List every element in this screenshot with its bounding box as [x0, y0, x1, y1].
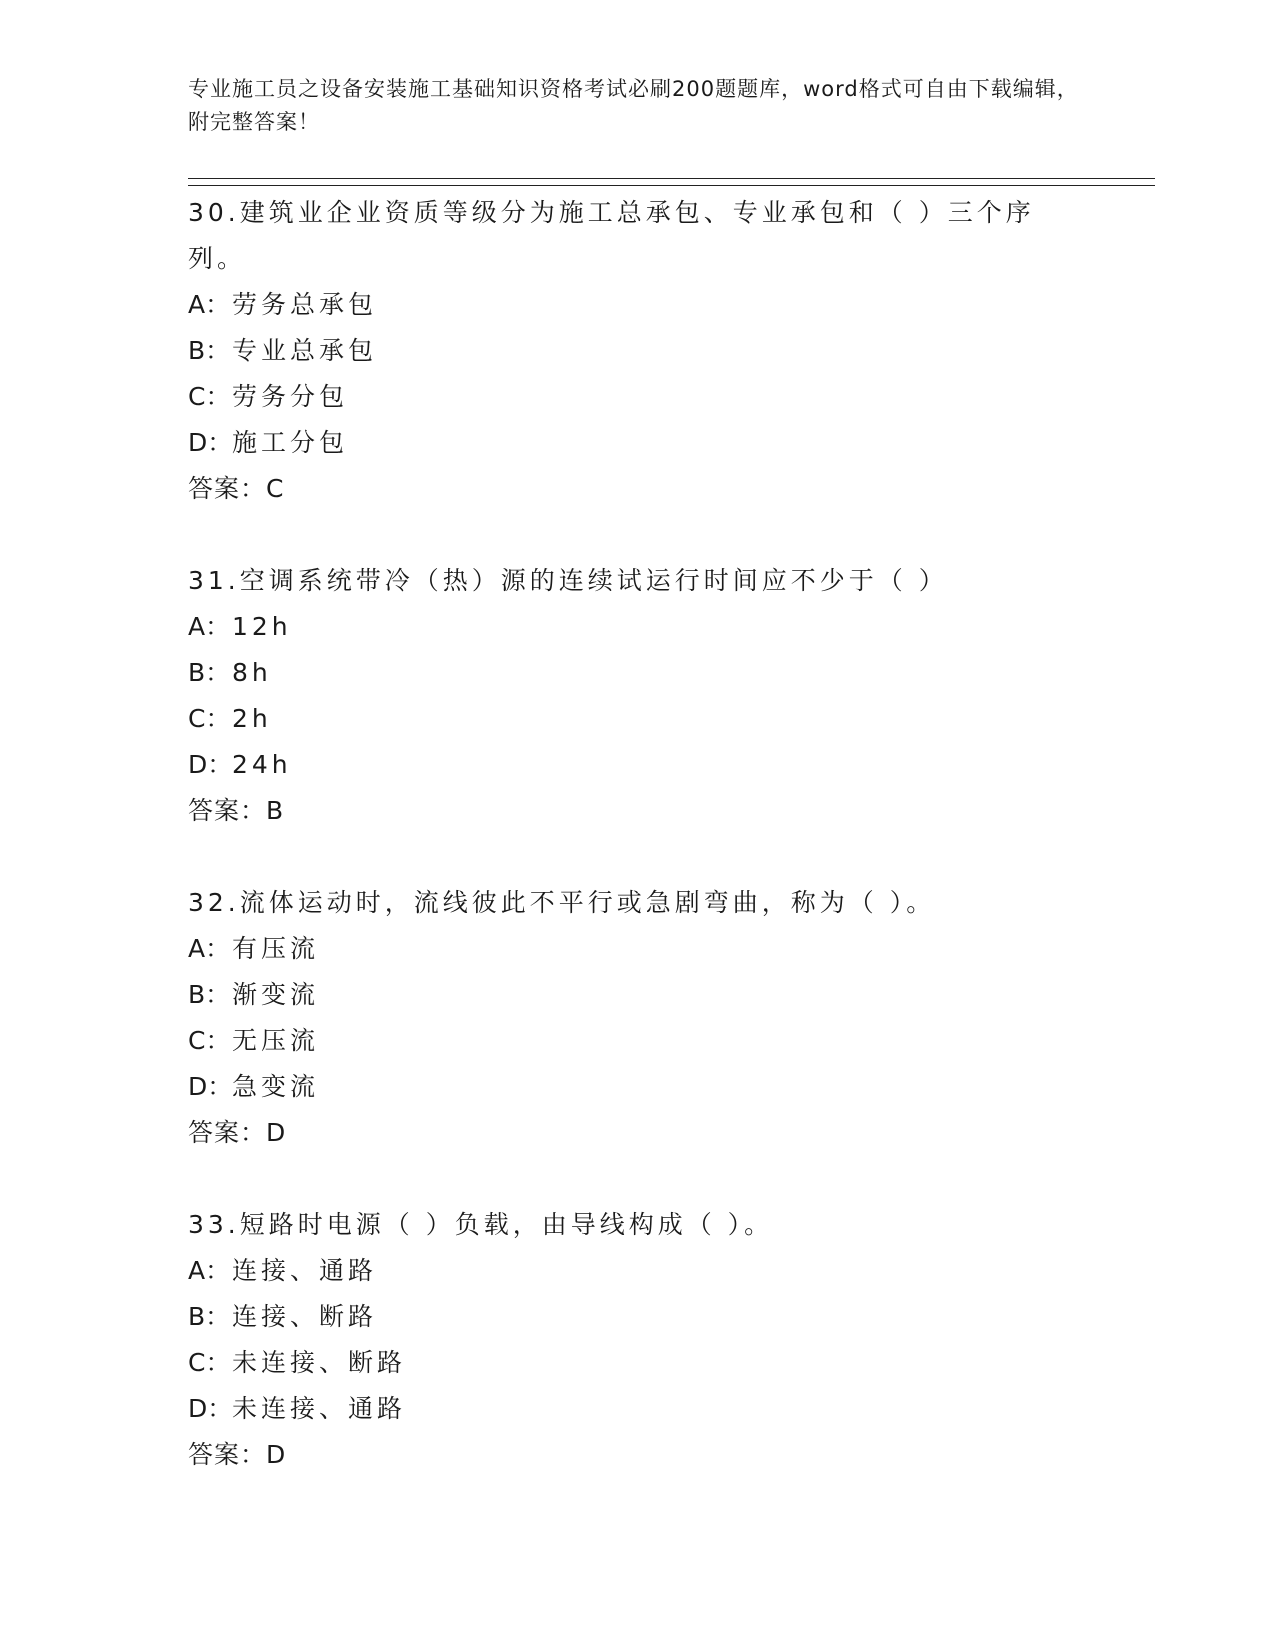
option-key: A：	[188, 1256, 231, 1285]
question-list	[188, 190, 1168, 1524]
question-block	[188, 1202, 1168, 1478]
option-key: D：	[188, 428, 233, 457]
option-text: 劳务分包	[232, 382, 349, 411]
option-d	[188, 1064, 1168, 1110]
option-text: 劳务总承包	[232, 290, 378, 319]
option-text: 连接、通路	[232, 1256, 378, 1285]
answer-line: 答案：D	[188, 1440, 287, 1469]
question-stem: 31.空调系统带冷（热）源的连续试运行时间应不少于（ ）	[188, 566, 948, 595]
option-b	[188, 328, 1168, 374]
option-b	[188, 650, 1168, 696]
option-a	[188, 282, 1168, 328]
option-d	[188, 742, 1168, 788]
option-text: 渐变流	[232, 980, 320, 1009]
option-key: C：	[188, 1026, 231, 1055]
option-key: C：	[188, 1348, 231, 1377]
option-d	[188, 1386, 1168, 1432]
option-key: D：	[188, 1394, 233, 1423]
header-divider	[188, 178, 1155, 186]
option-c	[188, 1018, 1168, 1064]
option-key: B：	[188, 1302, 231, 1331]
option-key: D：	[188, 750, 233, 779]
option-text: 未连接、断路	[232, 1348, 407, 1377]
option-text: 连接、断路	[232, 1302, 378, 1331]
option-text: 急变流	[232, 1072, 320, 1101]
question-stem: 33.短路时电源（ ）负载，由导线构成（ ）。	[188, 1210, 774, 1239]
option-key: C：	[188, 382, 231, 411]
option-text: 2h	[232, 704, 272, 733]
option-text: 未连接、通路	[232, 1394, 407, 1423]
option-text: 施工分包	[232, 428, 349, 457]
option-a	[188, 604, 1168, 650]
option-text: 24h	[232, 750, 292, 779]
option-key: D：	[188, 1072, 233, 1101]
question-stem: 32.流体运动时，流线彼此不平行或急剧弯曲，称为（ ）。	[188, 888, 936, 917]
option-key: B：	[188, 658, 231, 687]
option-c	[188, 696, 1168, 742]
option-key: A：	[188, 612, 231, 641]
question-block	[188, 558, 1168, 834]
question-block	[188, 880, 1168, 1156]
option-d	[188, 420, 1168, 466]
option-text: 8h	[232, 658, 272, 687]
option-b	[188, 1294, 1168, 1340]
option-key: A：	[188, 290, 231, 319]
option-c	[188, 1340, 1168, 1386]
answer-line: 答案：D	[188, 1118, 287, 1147]
option-key: C：	[188, 704, 231, 733]
answer-line: 答案：B	[188, 796, 285, 825]
option-text: 专业总承包	[232, 336, 378, 365]
option-text: 12h	[232, 612, 292, 641]
document-header: 专业施工员之设备安装施工基础知识资格考试必刷200题题库，word格式可自由下载编辑，附完整答案！	[188, 77, 1079, 134]
option-key: B：	[188, 336, 231, 365]
question-stem: 30.建筑业企业资质等级分为施工总承包、专业承包和（ ）三个序列。	[188, 198, 1035, 273]
option-a	[188, 926, 1168, 972]
option-text: 有压流	[232, 934, 320, 963]
option-b	[188, 972, 1168, 1018]
question-block	[188, 190, 1168, 512]
option-text: 无压流	[232, 1026, 320, 1055]
option-a	[188, 1248, 1168, 1294]
answer-line: 答案：C	[188, 474, 285, 503]
option-key: B：	[188, 980, 231, 1009]
option-c	[188, 374, 1168, 420]
option-key: A：	[188, 934, 231, 963]
